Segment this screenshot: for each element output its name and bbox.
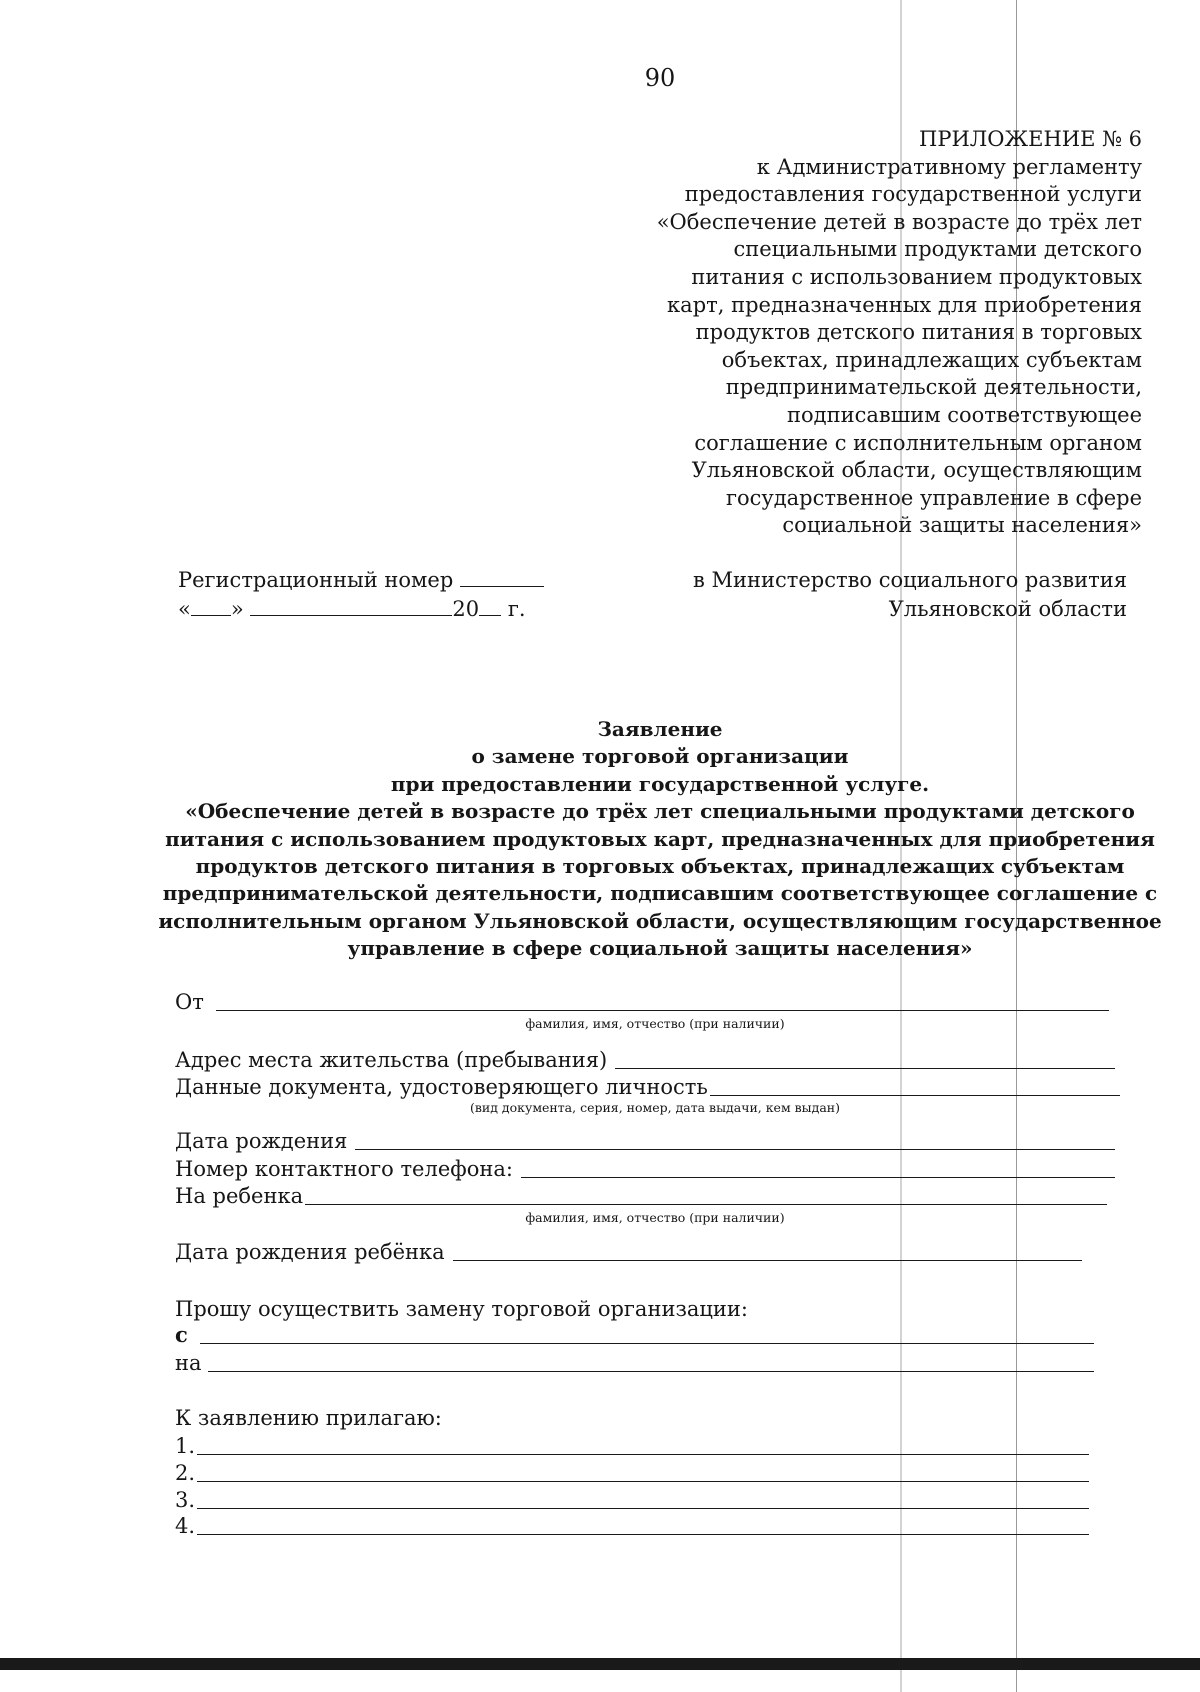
from-org-row bbox=[175, 1322, 1094, 1348]
phone-row bbox=[175, 1156, 1115, 1182]
title-line: исполнительным органом Ульяновской области, осуществляющим государственное bbox=[158, 908, 1162, 933]
child-hint: фамилия, имя, отчество (при наличии) bbox=[525, 1210, 785, 1225]
child-birthdate-row bbox=[175, 1239, 1082, 1265]
attach-item-row bbox=[175, 1513, 1089, 1539]
to-org-label: на bbox=[175, 1351, 202, 1375]
title-line: «Обеспечение детей в возрасте до трёх лет специальными продуктами детского bbox=[185, 799, 1135, 824]
from-org-field[interactable] bbox=[200, 1343, 1094, 1344]
scan-artifact-bottom-edge bbox=[0, 1658, 1200, 1670]
date-close-quote: » bbox=[230, 597, 244, 621]
attach-item-number: 4. bbox=[175, 1514, 196, 1538]
attach-item-field[interactable] bbox=[197, 1454, 1089, 1455]
annex-line: специальными продуктами детского bbox=[733, 237, 1142, 262]
annex-line: карт, предназначенных для приобретения bbox=[667, 292, 1142, 317]
from-org-label: с bbox=[175, 1322, 188, 1347]
annex-line: предпринимательской деятельности, bbox=[725, 375, 1142, 400]
address-row bbox=[175, 1047, 1115, 1073]
attach-item-number: 2. bbox=[175, 1461, 196, 1485]
attach-item-field[interactable] bbox=[197, 1534, 1089, 1535]
to-org-field[interactable] bbox=[208, 1371, 1094, 1372]
year-suffix: г. bbox=[507, 597, 526, 621]
registration-day-field[interactable] bbox=[191, 595, 231, 616]
child-birthdate-label: Дата рождения ребёнка bbox=[175, 1240, 445, 1264]
title-line: Заявление bbox=[597, 717, 723, 741]
annex-line: Ульяновской области, осуществляющим bbox=[691, 458, 1142, 483]
address-field[interactable] bbox=[615, 1068, 1115, 1069]
address-label: Адрес места жительства (пребывания) bbox=[175, 1048, 608, 1072]
title-line: при предоставлении государственной услуге. bbox=[390, 771, 930, 796]
addressee-line: в Министерство социального развития bbox=[692, 568, 1127, 592]
registration-block bbox=[178, 566, 544, 624]
request-text: Прошу осуществить замену торговой организации: bbox=[175, 1297, 748, 1321]
birthdate-field[interactable] bbox=[355, 1149, 1115, 1150]
from-row bbox=[175, 989, 1109, 1015]
child-field[interactable] bbox=[305, 1204, 1107, 1205]
attach-item-field[interactable] bbox=[197, 1481, 1089, 1482]
registration-number-field[interactable] bbox=[460, 566, 544, 587]
annex-block bbox=[522, 126, 1142, 540]
registration-year-field[interactable] bbox=[479, 595, 501, 616]
from-hint: фамилия, имя, отчество (при наличии) bbox=[525, 1016, 785, 1031]
title-line: о замене торговой организации bbox=[471, 744, 849, 769]
to-org-row bbox=[175, 1350, 1094, 1376]
annex-line: государственное управление в сфере bbox=[725, 485, 1142, 510]
annex-line: питания с использованием продуктовых bbox=[691, 264, 1142, 289]
annex-title: ПРИЛОЖЕНИЕ № 6 bbox=[919, 127, 1142, 151]
from-field[interactable] bbox=[216, 1010, 1109, 1011]
title-line: питания с использованием продуктовых карт, предназначенных для приобретения bbox=[165, 826, 1155, 851]
page-number: 90 bbox=[644, 64, 676, 92]
document-label: Данные документа, удостоверяющего личность bbox=[175, 1075, 708, 1099]
attach-item-row bbox=[175, 1460, 1089, 1486]
annex-line: объектах, принадлежащих субъектам bbox=[721, 347, 1142, 372]
title-line: продуктов детского питания в торговых объектах, принадлежащих субъектам bbox=[195, 854, 1125, 879]
annex-line: «Обеспечение детей в возрасте до трёх лет bbox=[656, 209, 1142, 234]
attach-item-number: 3. bbox=[175, 1488, 196, 1512]
phone-label: Номер контактного телефона: bbox=[175, 1157, 513, 1181]
registration-month-field[interactable] bbox=[250, 595, 452, 616]
addressee-line: Ульяновской области bbox=[888, 597, 1127, 621]
annex-line: продуктов детского питания в торговых bbox=[695, 320, 1142, 345]
year-prefix: 20 bbox=[452, 597, 480, 621]
child-label: На ребенка bbox=[175, 1184, 304, 1208]
birthdate-row bbox=[175, 1128, 1115, 1154]
annex-line: соглашение с исполнительным органом bbox=[694, 430, 1142, 455]
annex-line: подписавшим соответствующее bbox=[787, 402, 1142, 427]
child-row bbox=[175, 1183, 1107, 1209]
document-hint: (вид документа, серия, номер, дата выдачи, кем выдан) bbox=[470, 1100, 840, 1115]
addressee-block bbox=[693, 566, 1127, 624]
date-open-quote: « bbox=[178, 597, 191, 621]
title-line: предпринимательской деятельности, подписавшим соответствующее соглашение с bbox=[162, 881, 1158, 906]
attach-item-row bbox=[175, 1487, 1089, 1513]
attach-item-number: 1. bbox=[175, 1434, 196, 1458]
attach-item-row bbox=[175, 1433, 1089, 1459]
annex-line: к Административному регламенту bbox=[756, 154, 1142, 179]
registration-label: Регистрационный номер bbox=[178, 568, 454, 592]
document-row bbox=[175, 1074, 1120, 1100]
from-label: От bbox=[175, 990, 204, 1014]
title-line: управление в сфере социальной защиты населения» bbox=[347, 936, 973, 961]
phone-field[interactable] bbox=[521, 1177, 1115, 1178]
annex-line: предоставления государственной услуги bbox=[684, 182, 1142, 207]
attach-label: К заявлению прилагаю: bbox=[175, 1406, 442, 1430]
annex-line: социальной защиты населения» bbox=[782, 513, 1142, 538]
document-title bbox=[0, 716, 1200, 963]
birthdate-label: Дата рождения bbox=[175, 1129, 348, 1153]
document-field[interactable] bbox=[710, 1095, 1120, 1096]
child-birthdate-field[interactable] bbox=[453, 1260, 1082, 1261]
attach-item-field[interactable] bbox=[197, 1508, 1089, 1509]
